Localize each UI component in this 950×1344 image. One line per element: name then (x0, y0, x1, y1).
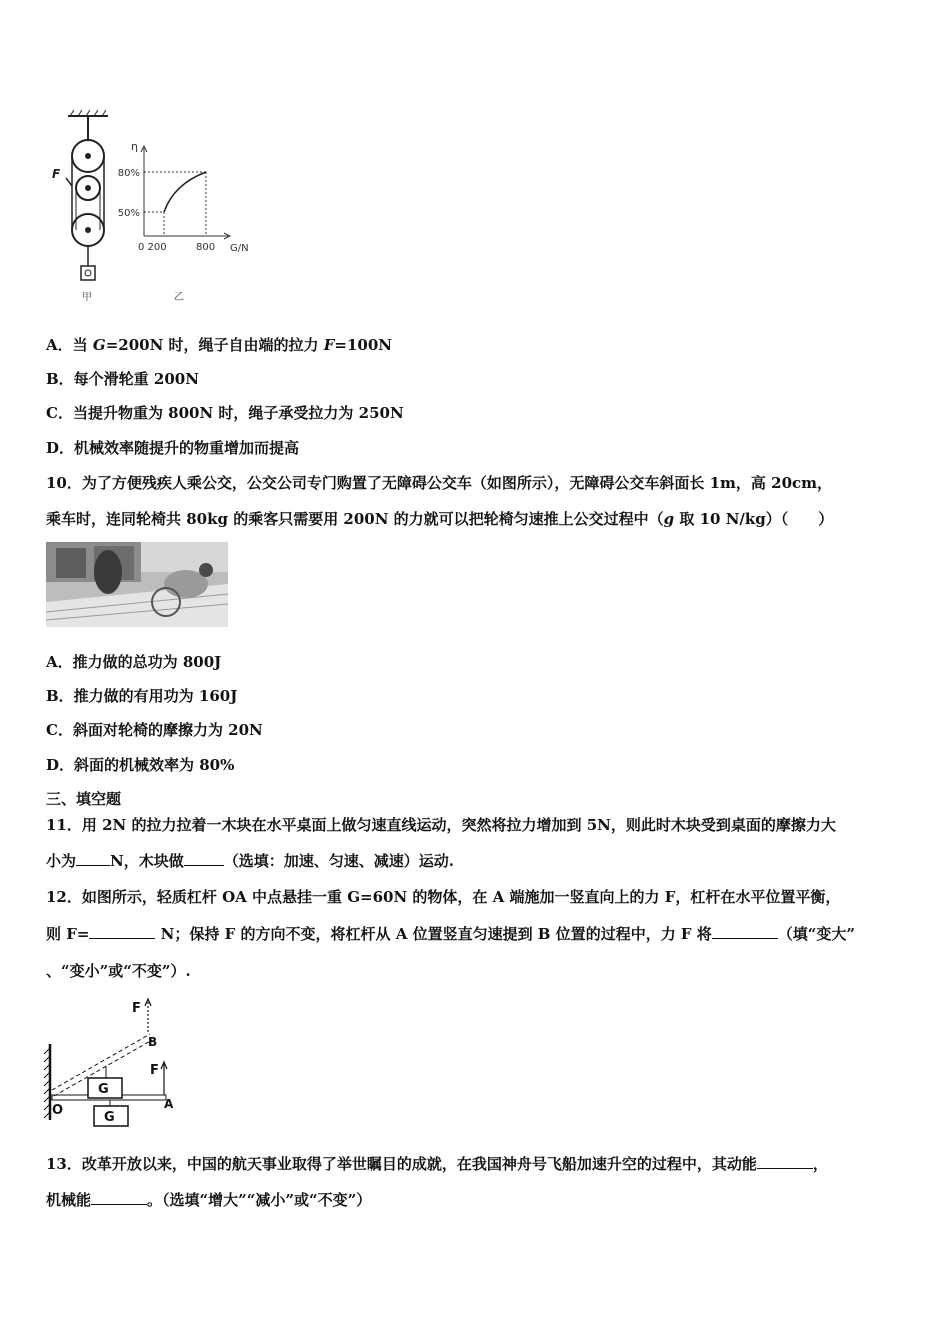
force-label-mid: F (150, 1063, 159, 1078)
point-B-label: B (148, 1035, 158, 1049)
label-yi: 乙 (174, 292, 184, 303)
q9-option-c: C．当提升物重为 800N 时，绳子承受拉力为 250N (46, 404, 404, 422)
force-label-F: F (52, 167, 61, 181)
q11-blank-1 (76, 851, 110, 866)
lever-figure (40, 994, 190, 1130)
q9-option-b: B．每个滑轮重 200N (46, 370, 199, 388)
graph-tick-0-200: 0 200 (138, 242, 167, 253)
q11-blank-2 (184, 851, 224, 866)
q10-option-b: B．推力做的有用功为 160J (46, 687, 238, 705)
efficiency-graph (118, 140, 249, 303)
q12-blank-2 (712, 924, 778, 939)
q12-stem-line1: 12．如图所示，轻质杠杆 OA 中点悬挂一重 G=60N 的物体，在 A 端施加一竖直向上的力 F，杠杆在水平位置平衡， (46, 888, 841, 906)
q13-stem-line1: 13．改革开放以来，中国的航天事业取得了举世瞩目的成就，在我国神舟号飞船加速升空的过程中，其动能 ， (46, 1155, 828, 1173)
q10-stem-line2: 乘车时，连同轮椅共 80kg 的乘客只需要用 200N 的力就可以把轮椅匀速推上公交过程中（g 取 10 N/kg）（ ） (46, 510, 834, 528)
q13-blank-1 (757, 1154, 813, 1169)
graph-tick-50: 50% (117, 208, 140, 219)
q10-option-d: D．斜面的机械效率为 80% (46, 756, 235, 774)
hanging-weight (81, 266, 95, 280)
graph-x-label: G/N (230, 243, 249, 254)
pulley-figure (46, 108, 266, 308)
weight-label-upper: G (98, 1082, 109, 1097)
q12-stem-line2: 则 F= N；保持 F 的方向不变，将杠杆从 A 位置竖直匀速提到 B 位置的过程中，力 F 将 （填“变大” (46, 925, 856, 943)
bus-ramp-photo (46, 542, 228, 627)
graph-tick-80: 80% (117, 168, 140, 179)
q13-blank-2 (91, 1190, 147, 1205)
q11-stem-line1: 11．用 2N 的拉力拉着一木块在水平桌面上做匀速直线运动，突然将拉力增加到 5N，则此时木块受到桌面的摩擦力大 (46, 816, 836, 834)
q11-stem-line2: 小为 N，木块做 （选填：加速、匀速、减速）运动. (46, 852, 454, 870)
section-heading: 三、填空题 (46, 790, 122, 808)
q10-stem-line1: 10．为了方便残疾人乘公交，公交公司专门购置了无障碍公交车（如图所示），无障碍公交车斜面长 1m，高 20cm， (46, 474, 833, 492)
q13-stem-line2: 机械能 。（选填“增大”“减小”或“不变”） (46, 1191, 372, 1209)
point-O-label: O (52, 1103, 64, 1118)
q10-option-a: A．推力做的总功为 800J (46, 653, 222, 671)
force-label-top: F (132, 1001, 141, 1016)
q9-option-a: A．当 G=200N 时，绳子自由端的拉力 F=100N (46, 336, 392, 354)
weight-label-lower: G (104, 1110, 115, 1125)
q12-stem-line3: 、“变小”或“不变”）. (46, 962, 191, 980)
point-A-label: A (164, 1097, 174, 1111)
q10-option-c: C．斜面对轮椅的摩擦力为 20N (46, 721, 263, 739)
q9-option-d: D．机械效率随提升的物重增加而提高 (46, 439, 300, 457)
graph-y-label: η (131, 140, 138, 153)
q12-blank-1 (89, 924, 155, 939)
ceiling (68, 110, 108, 116)
graph-tick-800: 800 (196, 242, 216, 253)
label-jia: 甲 (82, 292, 92, 303)
efficiency-curve (164, 172, 206, 212)
